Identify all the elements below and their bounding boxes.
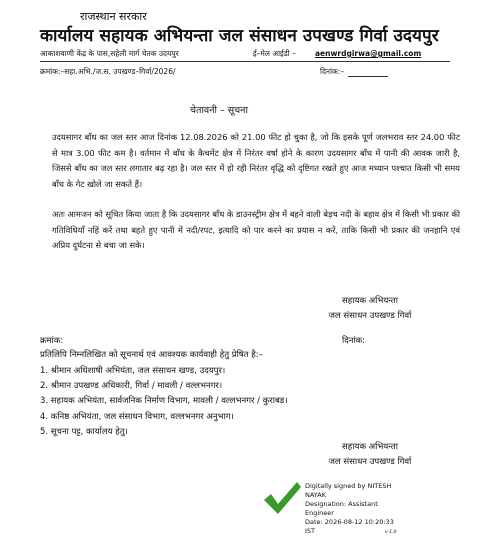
copy-date-label: दिनांक: [342,336,366,346]
signature-designation: सहायक अभियन्ता [342,442,398,452]
signature-office: जल संसाधन उपखण्ड गिर्वा [328,311,412,321]
copy-intro: प्रतिलिपि निम्नलिखित को सूचनार्थ एवं आवश्यक कार्यवाही हेतु प्रेषित है:– [40,350,263,360]
office-title: कार्यालय सहायक अभियन्ता जल संसाधन उपखण्ड गिर्वा उदयपुर [40,26,439,46]
reference-date-label: दिनांक:– [320,67,345,76]
signature-block-2 [300,440,440,470]
copy-reference-label: क्रमांक: [40,336,64,346]
notice-paragraph-1: उदयसागर बाँध का जल स्तर आज दिनांक 12.08.2026 को 21.00 फीट हो चुका है, जो कि इसके पूर्ण जलभराव स्तर 24.00 फीट से मात्र 3.00 फीट कम है। वर्तमान में बाँध के कैचमेंट क्षेत्र में निरंतर वर्षा होने के कारण उदयसागर बाँध में पानी की आवक जारी है, जिससे बाँध का जल स्तर लगातार बढ़ रहा है। जल स्तर में हो रही निरंतर वृद्धि को दृष्टिगत रखते हुए आज मध्यान पश्चात किसी भी समय बाँध के गेट खोले जा सकते हैं। [52,132,460,189]
email-label: ई–मेल आईडी – [253,49,296,58]
government-heading: राजस्थान सरकार [80,10,147,23]
digital-signature-line: Date: 2026-08-12 10:20:33 [305,518,394,526]
list-item: 2. श्रीमान उपखण्ड अधिकारी, गिर्वा / मावली / वल्लभनगर। [40,381,223,392]
list-item: 1. श्रीमान अधिशाषी अभियंता, जल संसाधन खण्ड, उदयपुर। [40,366,226,376]
signature-office: जल संसाधन उपखण्ड गिर्वा [328,457,412,467]
list-item: 4. कनिष्ठ अभियंता, जल संसाधन विभाग, वल्लभनगर अनुभाग। [40,411,234,422]
digital-signature-line: IST [305,527,316,535]
header-divider [40,61,450,62]
digital-signature-line: Digitally signed by NITESH [305,482,392,490]
email-link[interactable]: aenwrdgirwa@gmail.com [315,49,422,58]
notice-paragraph-2: अतः आमजन को सूचित किया जाता है कि उदयसागर बाँध के डाउनस्ट्रीम क्षेत्र में बहने वाली बेड़च नदी के बहाव क्षेत्र में किसी भी प्रकार की गतिविधियाँ नहिं करें तथा बहते हुए पानी में नदी/रपट, इत्यादि को पार करने का प्रयास न करें, ताकि किसी भी प्रकार की जनहानि एवं अप्रिय दुर्घटना से बचा जा सके। [52,209,460,251]
notice-title: चेतावनी – सूचना [190,105,248,116]
list-item: 5. सूचना पट्ट, कार्यालय हेतु। [40,426,128,437]
digital-signature-block [305,482,397,536]
copy-recipient-list [40,364,288,440]
signature-designation: सहायक अभियन्ता [342,296,398,306]
checkmark-icon [261,478,303,518]
digital-signature-line: Engineer [305,509,334,517]
digital-signature-line: NAYAK [305,491,326,499]
list-item: 3. सहायक अभियंता, सार्वजनिक निर्माण विभाग, मावली / वल्लभनगर / कुराबड। [40,396,288,407]
signature-block-1 [300,294,440,324]
reference-number: क्रमांक:–सहा.अभि./ज.स. उपखण्ड–गिर्वा/2026/ [40,67,176,76]
digital-signature-line: Designation: Assistant [305,500,378,508]
office-address: आकाशवाणी केंद्र के पास,सहेली मार्ग चेतक उदयपुर [40,49,179,58]
reference-date-blank [348,76,388,77]
version-label: v-1.0 [385,530,397,535]
